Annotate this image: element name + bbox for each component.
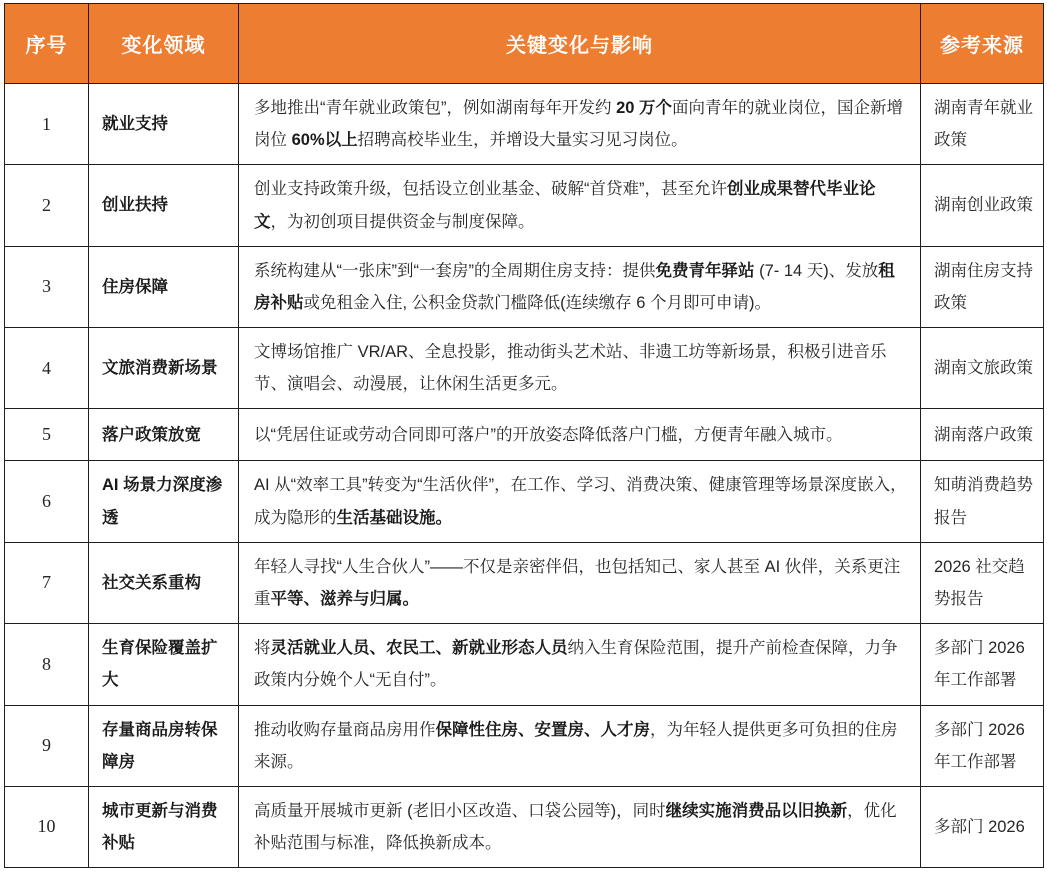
content-segment: 落户政策放宽	[102, 425, 201, 444]
table-row	[5, 246, 1044, 327]
row-source	[921, 786, 1044, 867]
content-segment: 3	[42, 276, 51, 297]
content-segment: 湖南落户政策	[934, 425, 1033, 444]
table-row	[5, 624, 1044, 705]
table-row	[5, 409, 1044, 461]
content-segment: 多部门 2026	[934, 817, 1025, 836]
row-number	[5, 84, 89, 165]
row-content	[239, 246, 921, 327]
header-col-changes: 关键变化与影响	[239, 4, 921, 84]
row-area	[89, 328, 239, 409]
row-area	[89, 461, 239, 542]
row-source	[921, 705, 1044, 786]
row-source	[921, 84, 1044, 165]
policy-table	[4, 3, 1044, 868]
table-header-row	[5, 4, 1044, 84]
content-segment: 城市更新与消费补贴	[102, 801, 218, 853]
content-segment: 将	[254, 639, 271, 658]
content-segment: AI 场景力深度渗透	[102, 476, 223, 527]
table-body	[5, 84, 1044, 868]
header-col-source: 参考来源	[921, 4, 1044, 84]
table-row	[5, 84, 1044, 165]
content-segment-bold: 租房补贴	[254, 261, 895, 312]
header-col-area: 变化领域	[89, 4, 239, 84]
content-segment: 5	[42, 424, 51, 445]
row-number	[5, 461, 89, 542]
content-segment-bold: 灵活就业人员、农民工、新就业形态人员	[270, 639, 568, 658]
header-col-no: 序号	[5, 4, 89, 84]
content-segment: 高质量开展城市更新 (老旧小区改造、口袋公园等)，同时	[254, 801, 666, 820]
content-segment: 多部门 2026 年工作部署	[934, 639, 1025, 690]
content-segment-bold: 20 万个	[616, 99, 673, 117]
table-row	[5, 165, 1044, 246]
content-segment: 系统构建从“一张床”到“一套房”的全周期住房支持：提供	[254, 261, 656, 280]
row-content	[239, 84, 921, 165]
content-segment: ，为年轻人提供更多可负担的住房来源。	[254, 720, 898, 771]
content-segment: (7- 14 天)、发放	[754, 261, 879, 280]
content-segment: ，优化补贴范围与标准，降低换新成本。	[254, 801, 897, 853]
row-number	[5, 409, 89, 461]
content-segment: 住房保障	[102, 277, 168, 296]
row-source	[921, 624, 1044, 705]
content-segment: AI 从“效率工具”转变为“生活伙伴”，在工作、学习、消费决策、健康管理等场景深度嵌入，成为隐形的	[254, 476, 907, 527]
row-number	[5, 624, 89, 705]
content-segment: 存量商品房转保障房	[102, 720, 218, 771]
content-segment: 湖南青年就业政策	[934, 99, 1033, 150]
row-source	[921, 165, 1044, 246]
row-number	[5, 705, 89, 786]
content-segment: 7	[42, 572, 51, 593]
content-segment: 以“凭居住证或劳动合同即可落户”的开放姿态降低落户门槛，方便青年融入城市。	[254, 425, 843, 444]
row-number	[5, 246, 89, 327]
content-segment: 9	[42, 735, 51, 756]
row-content	[239, 542, 921, 623]
row-content	[239, 461, 921, 542]
content-segment: 推动收购存量商品房用作	[254, 720, 436, 739]
row-source	[921, 409, 1044, 461]
content-segment-bold: 免费青年驿站	[655, 261, 755, 280]
row-area	[89, 409, 239, 461]
content-segment: 招聘高校毕业生，并增设大量实习见习岗位。	[357, 131, 688, 150]
content-segment: 面向青年的就业岗位，国企新增岗位	[254, 99, 904, 150]
row-number	[5, 786, 89, 867]
content-segment: 6	[42, 491, 51, 512]
content-segment: 多部门 2026 年工作部署	[934, 720, 1025, 771]
content-segment: 8	[42, 653, 51, 674]
row-content	[239, 328, 921, 409]
row-area	[89, 624, 239, 705]
content-segment: 创业扶持	[102, 196, 168, 215]
content-segment: 10	[37, 816, 56, 837]
row-source	[921, 461, 1044, 542]
row-content	[239, 786, 921, 867]
content-segment: 1	[42, 113, 51, 134]
content-segment: 纳入生育保险范围，提升产前检查保障，力争政策内分娩个人“无自付”。	[254, 639, 898, 690]
table-row	[5, 786, 1044, 867]
content-segment: 创业支持政策升级，包括设立创业基金、破解“首贷难”，甚至允许	[254, 180, 727, 199]
row-area	[89, 705, 239, 786]
content-segment-bold: 生活基础设施。	[336, 508, 452, 527]
row-source	[921, 328, 1044, 409]
content-segment: 年轻人寻找“人生合伙人”——不仅是亲密伴侣，也包括知己、家人甚至 AI 伙伴，关系更注重	[254, 557, 901, 608]
content-segment-bold: 创业成果替代毕业论文	[254, 180, 876, 231]
content-segment: 2026 社交趋势报告	[934, 557, 1025, 608]
row-content	[239, 409, 921, 461]
content-segment: ，为初创项目提供资金与制度保障。	[270, 212, 535, 231]
row-content	[239, 165, 921, 246]
content-segment-bold: 保障性住房、安置房、人才房	[435, 720, 650, 739]
table-row	[5, 542, 1044, 623]
content-segment: 多地推出“青年就业政策包”，例如湖南每年开发约	[254, 99, 617, 117]
content-segment: 文博场馆推广 VR/AR、全息投影，推动街头艺术站、非遗工坊等新场景，积极引进音乐节、演唱会、动漫展，让休闲生活更多元。	[254, 343, 887, 394]
content-segment-bold: 平等、滋养与归属。	[270, 589, 419, 608]
table-row	[5, 705, 1044, 786]
content-segment: 2	[42, 194, 51, 215]
row-number	[5, 165, 89, 246]
row-area	[89, 246, 239, 327]
content-segment: 文旅消费新场景	[102, 359, 218, 378]
row-content	[239, 705, 921, 786]
row-area	[89, 542, 239, 623]
content-segment: 就业支持	[102, 115, 168, 134]
table-row	[5, 328, 1044, 409]
table-row	[5, 461, 1044, 542]
content-segment: 社交关系重构	[102, 573, 201, 592]
content-segment: 湖南文旅政策	[934, 359, 1033, 378]
row-source	[921, 542, 1044, 623]
content-segment: 生育保险覆盖扩大	[102, 639, 218, 690]
content-segment: 湖南创业政策	[934, 196, 1033, 215]
row-source	[921, 246, 1044, 327]
row-number	[5, 328, 89, 409]
row-content	[239, 624, 921, 705]
row-area	[89, 165, 239, 246]
row-area	[89, 84, 239, 165]
content-segment-bold: 60%以上	[291, 131, 358, 150]
content-segment-bold: 继续实施消费品以旧换新	[665, 801, 848, 820]
table-header	[5, 4, 1044, 84]
row-area	[89, 786, 239, 867]
content-segment: 4	[42, 357, 51, 378]
row-number	[5, 542, 89, 623]
content-segment: 湖南住房支持政策	[934, 261, 1033, 312]
content-segment: 知萌消费趋势报告	[934, 476, 1033, 527]
content-segment: 或免租金入住, 公积金贷款门槛降低(连续缴存 6 个月即可申请)。	[303, 293, 772, 312]
